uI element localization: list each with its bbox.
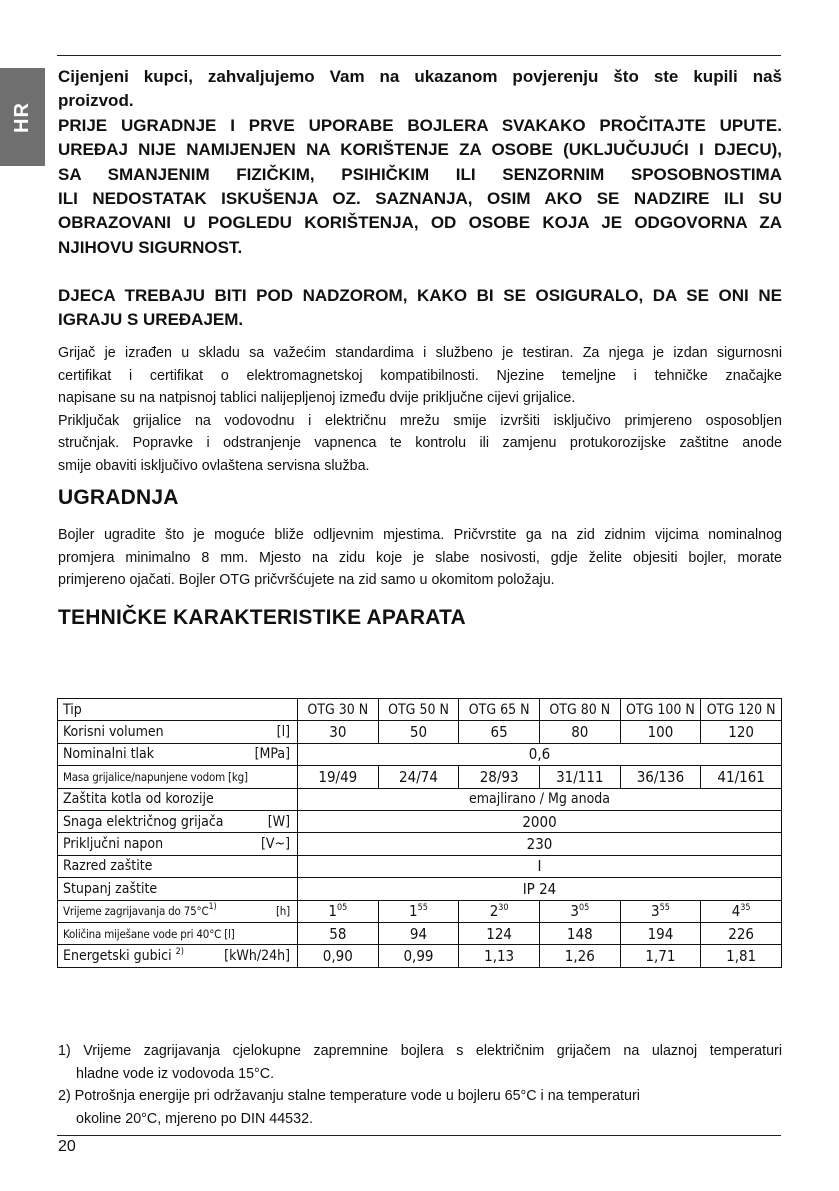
table-cell: 80 — [539, 721, 620, 743]
footnote-2-cont: okoline 20°C, mjereno po DIN 44532. — [76, 1110, 313, 1127]
table-row — [58, 855, 782, 877]
row-label: Korisni volumen [l] — [58, 721, 298, 743]
table-row — [58, 810, 782, 832]
footnote-2: 2) Potrošnja energije pri održavanju stalne temperature vode u bojleru 65°C i na temperaturi — [58, 1088, 640, 1104]
table-cell: 41/161 — [701, 766, 782, 788]
table-row — [58, 721, 782, 743]
table-cell: 65 — [459, 721, 540, 743]
safety-warning: PRIJE UGRADNJE I PRVE UPORABE BOJLERA SVAKAKO PROČITAJTE UPUTE. UREĐAJ NIJE NAMIJENJEN NA KORIŠTENJE ZA OSOBE (UKLJUČUJUĆI I DJECU), SA SMANJENIM FIZIČKIM, PSIHIČKIM ILI SENZORNIM SPOSOBNOSTIMA ILI NEDOSTATAK ISKUŠENJA OZ. SAZNANJA, OSIM AKO SE NADZIRE ILI SU OBRAZOVANI U POGLEDU KORIŠTENJA, OD OSOBE KOJA JE ODGOVORNA ZA NJIHOVU SIGURNOST. — [58, 115, 782, 257]
general-info-section — [58, 342, 782, 477]
row-label: Energetski gubici $^{2)}$ [kWh/24h] — [58, 945, 298, 967]
table-cell: 194 — [620, 922, 701, 944]
table-cell: 2000 — [298, 810, 782, 832]
table-row — [58, 833, 782, 855]
table-row — [58, 699, 782, 721]
table-header-model: OTG 65 N — [459, 699, 540, 721]
table-header-label: Tip — [58, 699, 298, 721]
table-row — [58, 945, 782, 967]
children-warning-section — [58, 284, 782, 333]
table-header-model: OTG 50 N — [378, 699, 459, 721]
table-header-model: OTG 30 N — [298, 699, 379, 721]
footnote-1-cont: hladne vode iz vodovoda 15°C. — [76, 1065, 275, 1082]
specs-table — [57, 698, 782, 968]
table-cell: $3^{55}$ — [620, 900, 701, 922]
table-row — [58, 922, 782, 944]
language-tab — [0, 68, 45, 166]
table-cell: 0,6 — [298, 743, 782, 765]
installation-heading: UGRADNJA — [58, 486, 179, 509]
table-row — [58, 788, 782, 810]
table-row — [58, 766, 782, 788]
table-row — [58, 878, 782, 900]
table-cell: 148 — [539, 922, 620, 944]
table-row — [58, 743, 782, 765]
table-row — [58, 900, 782, 922]
table-header-model: OTG 100 N — [620, 699, 701, 721]
row-label: Nominalni tlak [MPa] — [58, 743, 298, 765]
general-info-paragraph: Grijač je izrađen u skladu sa važećim standardima i službeno je testiran. Za njega je izdan sigurnosni certifikat i certifikat o elektromagnetskoj kompatibilnosti. Njezine temeljne i tehničke značajke napisane su na natpisnoj tablici nalijepljenoj između dvije priključne cijevi grijalice. Priključak grijalice na vodovodnu i električnu mrežu smije izvršiti isključivo primjereno osposobljen stručnjak. Popravke i odstranjenje vapnenca te kontrolu ili zamjenu protukorozijske zaštitne anode smije obaviti isključivo ovlaštena servisna služba. — [58, 345, 782, 474]
row-label: Količina miješane vode pri 40°C [l] — [58, 922, 298, 944]
children-warning: DJECA TREBAJU BITI POD NADZOROM, KAKO BI SE OSIGURALO, DA SE ONI NE IGRAJU S UREĐAJEM. — [58, 286, 782, 330]
row-label: Snaga električnog grijača [W] — [58, 810, 298, 832]
row-label: Priključni napon [V~] — [58, 833, 298, 855]
row-label: Zaštita kotla od korozije — [58, 788, 298, 810]
table-cell: 28/93 — [459, 766, 540, 788]
table-cell: 230 — [298, 833, 782, 855]
thanks-paragraph: Cijenjeni kupci, zahvaljujemo Vam na ukazanom povjerenju što ste kupili naš proizvod. — [58, 67, 782, 111]
table-cell: 94 — [378, 922, 459, 944]
table-cell: $1^{55}$ — [378, 900, 459, 922]
row-label: Stupanj zaštite — [58, 878, 298, 900]
intro-section — [58, 65, 782, 260]
table-cell: I — [298, 855, 782, 877]
bottom-rule — [57, 1135, 781, 1136]
table-cell: 24/74 — [378, 766, 459, 788]
table-cell: 1,13 — [459, 945, 540, 967]
table-cell: 124 — [459, 922, 540, 944]
page-number: 20 — [58, 1138, 76, 1155]
row-label: Razred zaštite — [58, 855, 298, 877]
table-cell: 1,81 — [701, 945, 782, 967]
installation-paragraph: Bojler ugradite što je moguće bliže odljevnim mjestima. Pričvrstite ga na zid zidnim vijcima nominalnog promjera minimalno 8 mm. Mjesto na zidu koje je slabe nosivosti, gdje želite objesiti bojler, morate primjereno ojačati. Bojler OTG pričvršćujete na zid samo u okomitom položaju. — [58, 527, 782, 588]
footnotes — [58, 1040, 782, 1130]
table-cell: 1,71 — [620, 945, 701, 967]
table-cell: $1^{05}$ — [298, 900, 379, 922]
table-cell: 226 — [701, 922, 782, 944]
table-cell: $4^{35}$ — [701, 900, 782, 922]
table-cell: 1,26 — [539, 945, 620, 967]
table-cell: 50 — [378, 721, 459, 743]
table-cell: IP 24 — [298, 878, 782, 900]
row-label: Masa grijalice/napunjene vodom [kg] — [58, 766, 298, 788]
row-label: Vrijeme zagrijavanja do $75^\circ C^{1)}$ [h] — [58, 900, 298, 922]
table-cell: 58 — [298, 922, 379, 944]
specs-heading: TEHNIČKE KARAKTERISTIKE APARATA — [58, 606, 466, 629]
table-header-model: OTG 80 N — [539, 699, 620, 721]
footnote-1: 1) Vrijeme zagrijavanja cjelokupne zapremnine bojlera s električnim grijačem na ulaznoj temperaturi — [58, 1043, 782, 1059]
language-code: HR — [10, 101, 33, 133]
table-cell: 0,99 — [378, 945, 459, 967]
table-cell: 0,90 — [298, 945, 379, 967]
table-header-model: OTG 120 N — [701, 699, 782, 721]
table-cell: 30 — [298, 721, 379, 743]
table-cell: $3^{05}$ — [539, 900, 620, 922]
table-cell: 36/136 — [620, 766, 701, 788]
table-cell: 100 — [620, 721, 701, 743]
table-cell: 31/111 — [539, 766, 620, 788]
table-cell: $2^{30}$ — [459, 900, 540, 922]
top-rule — [57, 55, 781, 56]
table-cell: emajlirano / Mg anoda — [298, 788, 782, 810]
table-cell: 120 — [701, 721, 782, 743]
installation-section — [58, 524, 782, 592]
table-cell: 19/49 — [298, 766, 379, 788]
